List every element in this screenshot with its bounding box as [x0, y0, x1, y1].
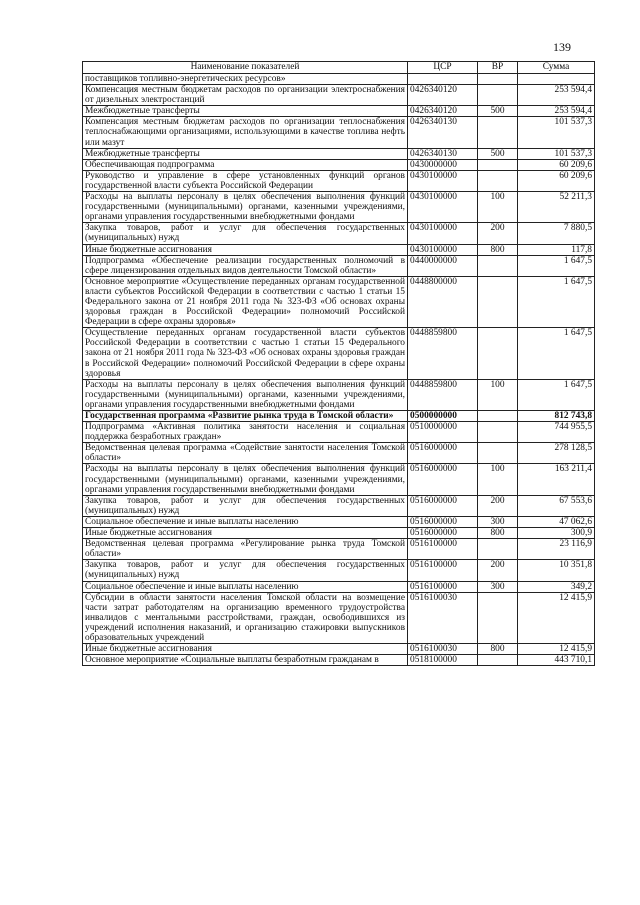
table-row: [83, 581, 595, 592]
row-name-cell: Государственная программа «Развитие рынка труда в Томской области»: [83, 411, 408, 422]
row-csr-cell: 0516000000: [408, 516, 478, 527]
row-name-cell: Иные бюджетные ассигнования: [83, 528, 408, 539]
header-csr: ЦСР: [408, 62, 478, 74]
row-name-cell: Осуществление переданных органам государственной власти субъектов Российской Федерации в соответствии с частью 1 статьи 15 Федерального закона от 21 ноября 2011 года № 323-ФЗ «Об основах охраны здоровья граждан в Российской Федерации» полномочий Российской Федерации в сфере охраны здоровья: [83, 328, 408, 379]
row-sum-cell: [518, 74, 595, 85]
row-name-cell: Закупка товаров, работ и услуг для обеспечения государственных (муниципальных) нужд: [83, 560, 408, 581]
row-name-cell: Межбюджетные трансферты: [83, 148, 408, 159]
row-vr-cell: 200: [478, 495, 518, 516]
table-row: [83, 244, 595, 255]
row-name-cell: поставщиков топливно-энергетических ресурсов»: [83, 74, 408, 85]
table-row: [83, 516, 595, 527]
header-name: Наименование показателей: [83, 62, 408, 74]
row-name-cell: Компенсация местным бюджетам расходов по организации электроснабжения от дизельных электростанций: [83, 85, 408, 106]
row-vr-cell: [478, 276, 518, 327]
row-csr-cell: 0426340130: [408, 117, 478, 148]
row-vr-cell: 100: [478, 379, 518, 410]
row-name-cell: Ведомственная целевая программа «Содействие занятости населения Томской области»: [83, 443, 408, 464]
row-sum-cell: 443 710,1: [518, 655, 595, 666]
row-vr-cell: 800: [478, 528, 518, 539]
row-sum-cell: 1 647,5: [518, 328, 595, 379]
row-sum-cell: 12 415,9: [518, 644, 595, 655]
row-name-cell: Иные бюджетные ассигнования: [83, 244, 408, 255]
row-vr-cell: [478, 159, 518, 170]
row-sum-cell: 349,2: [518, 581, 595, 592]
table-row: [83, 85, 595, 106]
table-header-row: [83, 62, 595, 74]
row-sum-cell: 67 553,6: [518, 495, 595, 516]
row-name-cell: Руководство и управление в сфере установленных функций органов государственной власти субъекта Российской Федерации: [83, 170, 408, 191]
table-row: [83, 644, 595, 655]
row-vr-cell: [478, 411, 518, 422]
row-csr-cell: 0448800000: [408, 276, 478, 327]
row-name-cell: Расходы на выплаты персоналу в целях обеспечения выполнения функций государственными (муниципальными) органами, казенными учреждениями, органами управления государственными внебюджетными фондами: [83, 379, 408, 410]
row-csr-cell: 0518100000: [408, 655, 478, 666]
row-vr-cell: [478, 85, 518, 106]
row-csr-cell: 0500000000: [408, 411, 478, 422]
row-sum-cell: 12 415,9: [518, 592, 595, 643]
row-name-cell: Расходы на выплаты персоналу в целях обеспечения выполнения функций государственными (муниципальными) органами, казенными учреждениями, органами управления государственными внебюджетными фондами: [83, 192, 408, 223]
row-vr-cell: [478, 592, 518, 643]
table-row: [83, 276, 595, 327]
row-vr-cell: 100: [478, 192, 518, 223]
table-row: [83, 411, 595, 422]
row-sum-cell: 101 537,3: [518, 117, 595, 148]
row-name-cell: Социальное обеспечение и иные выплаты населению: [83, 516, 408, 527]
row-name-cell: Подпрограмма «Обеспечение реализации государственных полномочий в сфере лицензирования отдельных видов деятельности Томской области»: [83, 255, 408, 276]
budget-table: [82, 61, 595, 666]
table-row: [83, 539, 595, 560]
row-sum-cell: 812 743,8: [518, 411, 595, 422]
page-number: 139: [553, 40, 571, 54]
table-row: [83, 422, 595, 443]
row-sum-cell: 163 211,4: [518, 464, 595, 495]
row-vr-cell: [478, 539, 518, 560]
table-row: [83, 464, 595, 495]
row-vr-cell: 500: [478, 106, 518, 117]
table-row: [83, 74, 595, 85]
row-sum-cell: 1 647,5: [518, 379, 595, 410]
row-csr-cell: 0516000000: [408, 528, 478, 539]
row-sum-cell: 7 880,5: [518, 223, 595, 244]
row-name-cell: Социальное обеспечение и иные выплаты населению: [83, 581, 408, 592]
row-sum-cell: 253 594,4: [518, 85, 595, 106]
row-vr-cell: [478, 422, 518, 443]
table-row: [83, 328, 595, 379]
row-csr-cell: 0516100000: [408, 560, 478, 581]
row-vr-cell: [478, 655, 518, 666]
row-name-cell: Расходы на выплаты персоналу в целях обеспечения выполнения функций государственными (муниципальными) органами, казенными учреждениями, органами управления государственными внебюджетными фондами: [83, 464, 408, 495]
row-sum-cell: 300,9: [518, 528, 595, 539]
row-vr-cell: [478, 74, 518, 85]
row-sum-cell: 117,8: [518, 244, 595, 255]
row-csr-cell: 0516000000: [408, 495, 478, 516]
row-vr-cell: 200: [478, 223, 518, 244]
row-vr-cell: [478, 443, 518, 464]
table-row: [83, 655, 595, 666]
row-vr-cell: [478, 255, 518, 276]
table-row: [83, 379, 595, 410]
row-name-cell: Ведомственная целевая программа «Регулирование рынка труда Томской области»: [83, 539, 408, 560]
table-row: [83, 528, 595, 539]
row-sum-cell: 744 955,5: [518, 422, 595, 443]
row-csr-cell: 0426340130: [408, 148, 478, 159]
row-sum-cell: 278 128,5: [518, 443, 595, 464]
row-name-cell: Основное мероприятие «Социальные выплаты безработным гражданам в: [83, 655, 408, 666]
row-sum-cell: 1 647,5: [518, 276, 595, 327]
table-row: [83, 255, 595, 276]
row-name-cell: Закупка товаров, работ и услуг для обеспечения государственных (муниципальных) нужд: [83, 223, 408, 244]
row-sum-cell: 101 537,3: [518, 148, 595, 159]
row-vr-cell: 200: [478, 560, 518, 581]
row-sum-cell: 23 116,9: [518, 539, 595, 560]
table-row: [83, 170, 595, 191]
row-sum-cell: 52 211,3: [518, 192, 595, 223]
row-sum-cell: 253 594,4: [518, 106, 595, 117]
row-vr-cell: 800: [478, 644, 518, 655]
row-csr-cell: 0448859800: [408, 379, 478, 410]
row-vr-cell: [478, 328, 518, 379]
row-vr-cell: 500: [478, 148, 518, 159]
table-row: [83, 223, 595, 244]
row-sum-cell: 60 209,6: [518, 159, 595, 170]
row-vr-cell: 300: [478, 581, 518, 592]
table-row: [83, 106, 595, 117]
row-vr-cell: 800: [478, 244, 518, 255]
row-csr-cell: 0516100000: [408, 581, 478, 592]
row-name-cell: Иные бюджетные ассигнования: [83, 644, 408, 655]
row-csr-cell: [408, 74, 478, 85]
table-body: [83, 74, 595, 666]
row-sum-cell: 60 209,6: [518, 170, 595, 191]
row-csr-cell: 0440000000: [408, 255, 478, 276]
row-sum-cell: 10 351,8: [518, 560, 595, 581]
row-name-cell: Основное мероприятие «Осуществление переданных органам государственной власти субъектов Российской Федерации в соответствии с частью 1 статьи 15 Федерального закона от 21 ноября 2011 года № 323-ФЗ «Об основах охраны здоровья граждан в Российской Федерации» полномочий Российской Федерации в сфере охраны здоровья»: [83, 276, 408, 327]
row-name-cell: Компенсация местным бюджетам расходов по организации теплоснабжения теплоснабжающими организациями, использующими в качестве топлива нефть или мазут: [83, 117, 408, 148]
row-csr-cell: 0516100030: [408, 644, 478, 655]
table-row: [83, 192, 595, 223]
table-row: [83, 495, 595, 516]
header-vr: ВР: [478, 62, 518, 74]
row-sum-cell: 1 647,5: [518, 255, 595, 276]
row-csr-cell: 0430100000: [408, 170, 478, 191]
row-csr-cell: 0516000000: [408, 464, 478, 495]
row-sum-cell: 47 062,6: [518, 516, 595, 527]
row-csr-cell: 0516000000: [408, 443, 478, 464]
row-name-cell: Подпрограмма «Активная политика занятости населения и социальная поддержка безработных граждан»: [83, 422, 408, 443]
row-name-cell: Субсидии в области занятости населения Томской области на возмещение части затрат работодателям на организацию временного трудоустройства инвалидов с ментальными расстройствами, граждан, освободившихся из учреждений исполнения наказаний, и организацию стажировки выпускников образовательных учреждений: [83, 592, 408, 643]
header-sum: Сумма: [518, 62, 595, 74]
row-csr-cell: 0430100000: [408, 192, 478, 223]
row-csr-cell: 0426340120: [408, 106, 478, 117]
row-vr-cell: [478, 117, 518, 148]
table-row: [83, 592, 595, 643]
row-csr-cell: 0430100000: [408, 223, 478, 244]
row-csr-cell: 0510000000: [408, 422, 478, 443]
row-csr-cell: 0516100000: [408, 539, 478, 560]
row-name-cell: Межбюджетные трансферты: [83, 106, 408, 117]
table-row: [83, 117, 595, 148]
row-vr-cell: 100: [478, 464, 518, 495]
row-csr-cell: 0516100030: [408, 592, 478, 643]
table-row: [83, 443, 595, 464]
table-row: [83, 560, 595, 581]
row-name-cell: Закупка товаров, работ и услуг для обеспечения государственных (муниципальных) нужд: [83, 495, 408, 516]
row-csr-cell: 0430000000: [408, 159, 478, 170]
row-vr-cell: 300: [478, 516, 518, 527]
table-row: [83, 159, 595, 170]
row-name-cell: Обеспечивающая подпрограмма: [83, 159, 408, 170]
row-csr-cell: 0426340120: [408, 85, 478, 106]
row-csr-cell: 0430100000: [408, 244, 478, 255]
row-vr-cell: [478, 170, 518, 191]
row-csr-cell: 0448859800: [408, 328, 478, 379]
table-row: [83, 148, 595, 159]
